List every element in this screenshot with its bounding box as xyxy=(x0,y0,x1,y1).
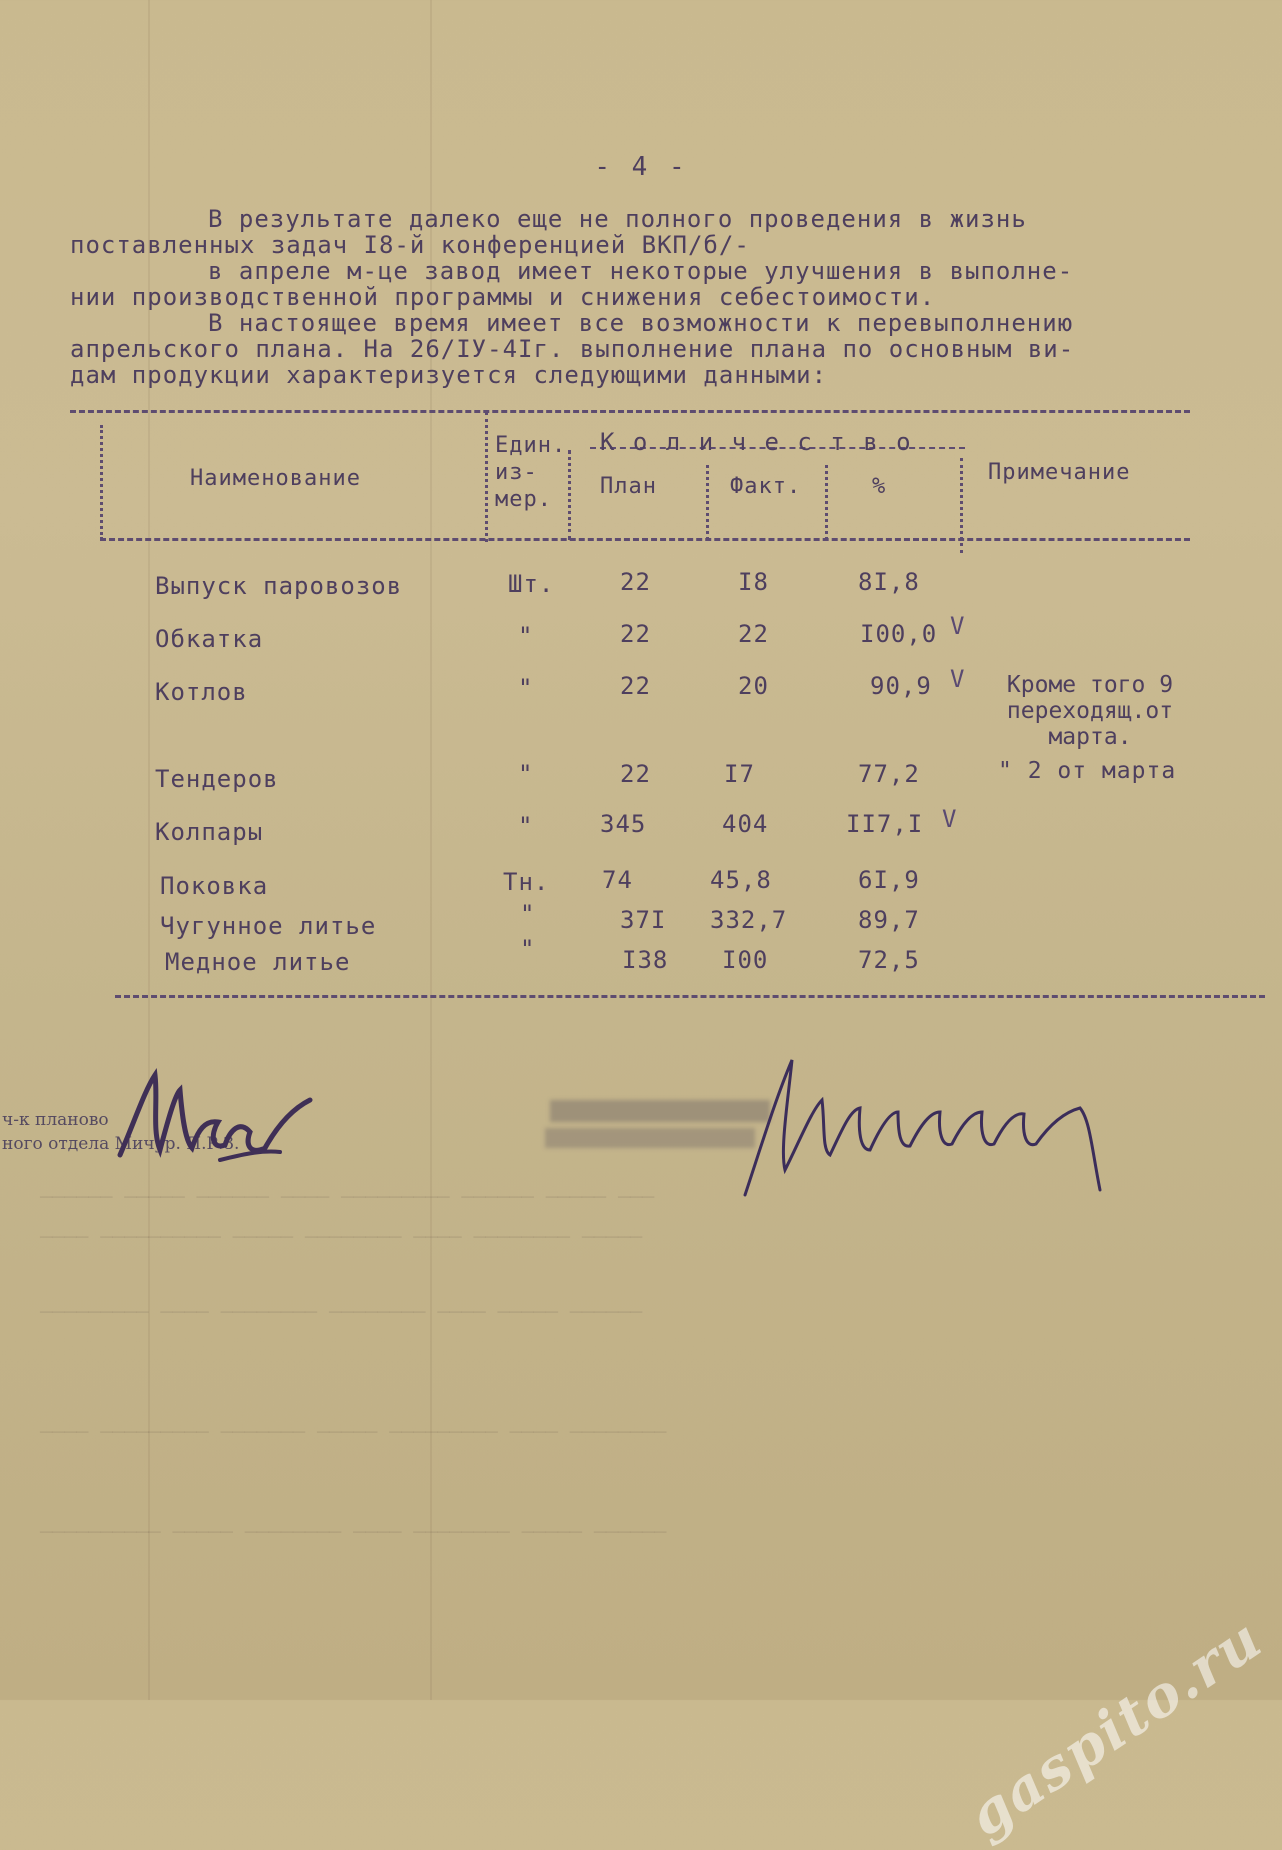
row-note: " 2 от марта xyxy=(998,758,1177,784)
row-fact: 45,8 xyxy=(710,866,772,894)
row-name: Выпуск паровозов xyxy=(155,572,403,600)
table-divider xyxy=(825,465,828,540)
paragraph-line: поставленных задач I8-й конференцией ВКП/б/- xyxy=(70,231,750,259)
header-unit-line: из- xyxy=(495,460,538,485)
paragraph-line: нии производственной программы и снижения себестоимости. xyxy=(70,283,936,311)
row-fact: I7 xyxy=(724,760,755,788)
row-note: Кроме того 9 переходящ.от марта. xyxy=(1006,672,1174,750)
row-plan: 74 xyxy=(602,866,633,894)
row-plan: 22 xyxy=(620,760,651,788)
row-name: Колпары xyxy=(155,818,264,846)
bleed-through-text: ──── ────────── ───── ──────── ──── ──────── ───── xyxy=(40,1225,643,1249)
header-plan: План xyxy=(600,474,657,499)
table-divider xyxy=(568,450,571,540)
table-divider xyxy=(485,412,488,542)
row-name: Поковка xyxy=(160,872,269,900)
header-note: Примечание xyxy=(988,460,1131,485)
row-fact: 332,7 xyxy=(710,906,788,934)
row-percent: I00,0 xyxy=(860,620,938,648)
stamp-line: ного отдела Мичур. П.Р.З. xyxy=(2,1134,240,1154)
paragraph-line: дам продукции характеризуется следующими данными: xyxy=(70,361,828,389)
row-unit: " xyxy=(520,935,536,963)
row-percent: 77,2 xyxy=(858,760,920,788)
row-fact: I8 xyxy=(738,568,769,596)
check-mark: V xyxy=(942,805,957,833)
row-unit: Шт. xyxy=(508,570,555,598)
stamp-line: ч-к планово xyxy=(2,1110,109,1130)
table-divider xyxy=(706,465,709,540)
row-fact: 22 xyxy=(738,620,769,648)
signature-left xyxy=(100,1060,330,1180)
paragraph-line: в апреле м-це завод имеет некоторые улучшения в выполне- xyxy=(208,257,1074,285)
row-name: Тендеров xyxy=(155,765,279,793)
header-unit xyxy=(495,432,566,513)
table-divider xyxy=(960,458,963,553)
row-percent: II7,I xyxy=(846,810,924,838)
paragraph-line: В настоящее время имеет все возможности к перевыполнению xyxy=(208,309,1074,337)
row-plan: I38 xyxy=(622,946,669,974)
row-unit: Тн. xyxy=(503,868,550,896)
bleed-through-text: ────── ───── ────── ──── ───────── ────── ───── ─── xyxy=(40,1185,655,1209)
row-name: Обкатка xyxy=(155,625,264,653)
row-percent: 6I,9 xyxy=(858,866,920,894)
bleed-through-text: ───────── ──── ──────── ──────── ──── ───── ────── xyxy=(40,1300,643,1324)
row-plan: 22 xyxy=(620,672,651,700)
row-fact: 404 xyxy=(722,810,769,838)
signature-right xyxy=(730,1040,1150,1210)
paragraph-line: В результате далеко еще не полного проведения в жизнь xyxy=(208,205,1027,233)
paragraph-line: апрельского плана. На 26/IУ-4Iг. выполнение плана по основным ви- xyxy=(70,335,1075,363)
table-top-rule xyxy=(70,410,1190,413)
bleed-through-text: ────────── ───── ──────── ──── ──────── ───── ────── xyxy=(40,1520,667,1544)
check-mark: V xyxy=(950,612,965,640)
header-fact: Факт. xyxy=(730,474,802,499)
header-percent: % xyxy=(872,474,887,499)
table-bottom-rule xyxy=(115,995,1265,998)
table-divider xyxy=(100,425,103,540)
smudged-stamp xyxy=(545,1128,755,1148)
row-plan: 22 xyxy=(620,620,651,648)
page-number: - 4 - xyxy=(594,152,688,182)
header-unit-line: мер. xyxy=(495,487,552,512)
row-unit: " xyxy=(518,622,534,650)
row-name: Чугунное литье xyxy=(160,912,377,940)
row-percent: 8I,8 xyxy=(858,568,920,596)
row-percent: 90,9 xyxy=(870,672,932,700)
check-mark: V xyxy=(950,665,965,693)
row-plan: 22 xyxy=(620,568,651,596)
row-unit: " xyxy=(518,674,534,702)
row-name: Котлов xyxy=(155,678,248,706)
row-fact: 20 xyxy=(738,672,769,700)
row-unit: " xyxy=(518,812,534,840)
row-fact: I00 xyxy=(722,946,769,974)
row-unit: " xyxy=(520,900,536,928)
header-quantity: К о л и ч е с т в о xyxy=(600,428,913,456)
row-unit: " xyxy=(518,760,534,788)
row-name: Медное литье xyxy=(165,948,351,976)
header-name: Наименование xyxy=(190,466,361,491)
watermark: gaspito.ru xyxy=(955,1605,1274,1850)
row-percent: 89,7 xyxy=(858,906,920,934)
bleed-through-text: ──── ───────── ─────── ───── ───────── ──── ──────── xyxy=(40,1420,667,1444)
row-plan: 37I xyxy=(620,906,667,934)
row-percent: 72,5 xyxy=(858,946,920,974)
row-plan: 345 xyxy=(600,810,647,838)
table-header-rule xyxy=(100,538,1190,541)
header-unit-line: Един. xyxy=(495,433,567,458)
